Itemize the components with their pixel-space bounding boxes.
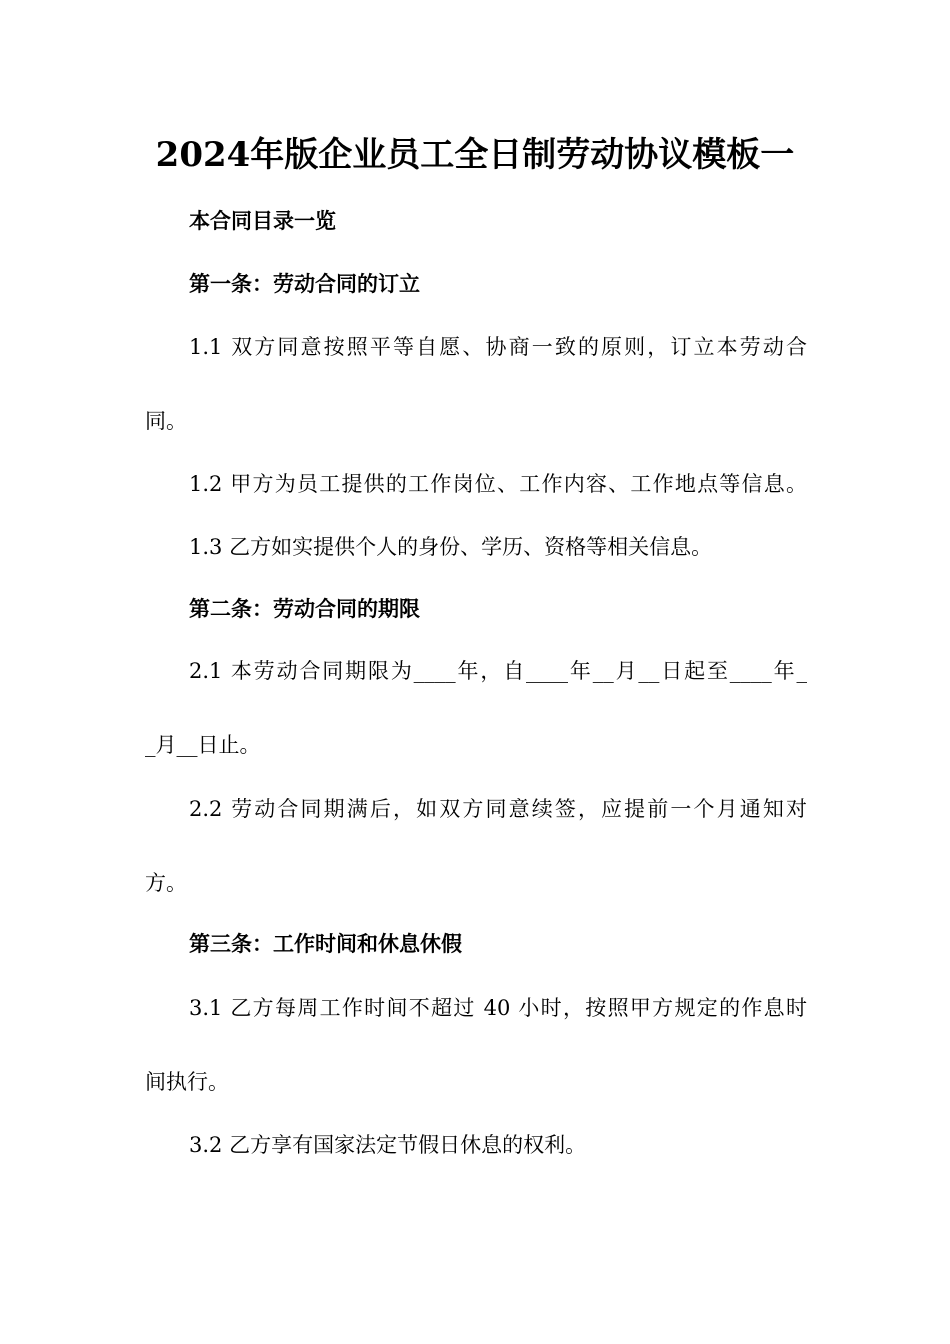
clause-2-1-line2: _月__日止。 xyxy=(145,733,261,757)
clause-2-1-line1: 2.1 本劳动合同期限为____年，自____年__月__日起至____年_ xyxy=(189,659,807,683)
clause-2-2-line2: 方。 xyxy=(145,871,187,895)
clause-1-2-line1: 1.2 甲方为员工提供的工作岗位、工作内容、工作地点等信息。 xyxy=(189,472,807,496)
clause-1-3-line1: 1.3 乙方如实提供个人的身份、学历、资格等相关信息。 xyxy=(189,535,713,559)
clause-3-1-line2: 间执行。 xyxy=(145,1070,229,1094)
clause-1-1-line2: 同。 xyxy=(145,409,187,433)
document-title: 2024年版企业员工全日制劳动协议模板一 xyxy=(155,135,795,175)
section-heading-1: 第一条：劳动合同的订立 xyxy=(189,271,420,296)
clause-3-2-line1: 3.2 乙方享有国家法定节假日休息的权利。 xyxy=(189,1133,587,1157)
section-heading-2: 第二条：劳动合同的期限 xyxy=(189,596,420,621)
clause-2-2-line1: 2.2 劳动合同期满后，如双方同意续签，应提前一个月通知对 xyxy=(189,797,807,821)
clause-1-1-line1: 1.1 双方同意按照平等自愿、协商一致的原则，订立本劳动合 xyxy=(189,335,807,359)
toc-heading: 本合同目录一览 xyxy=(189,208,336,233)
section-heading-3: 第三条：工作时间和休息休假 xyxy=(189,931,462,956)
clause-3-1-line1: 3.1 乙方每周工作时间不超过 40 小时，按照甲方规定的作息时 xyxy=(189,996,807,1020)
